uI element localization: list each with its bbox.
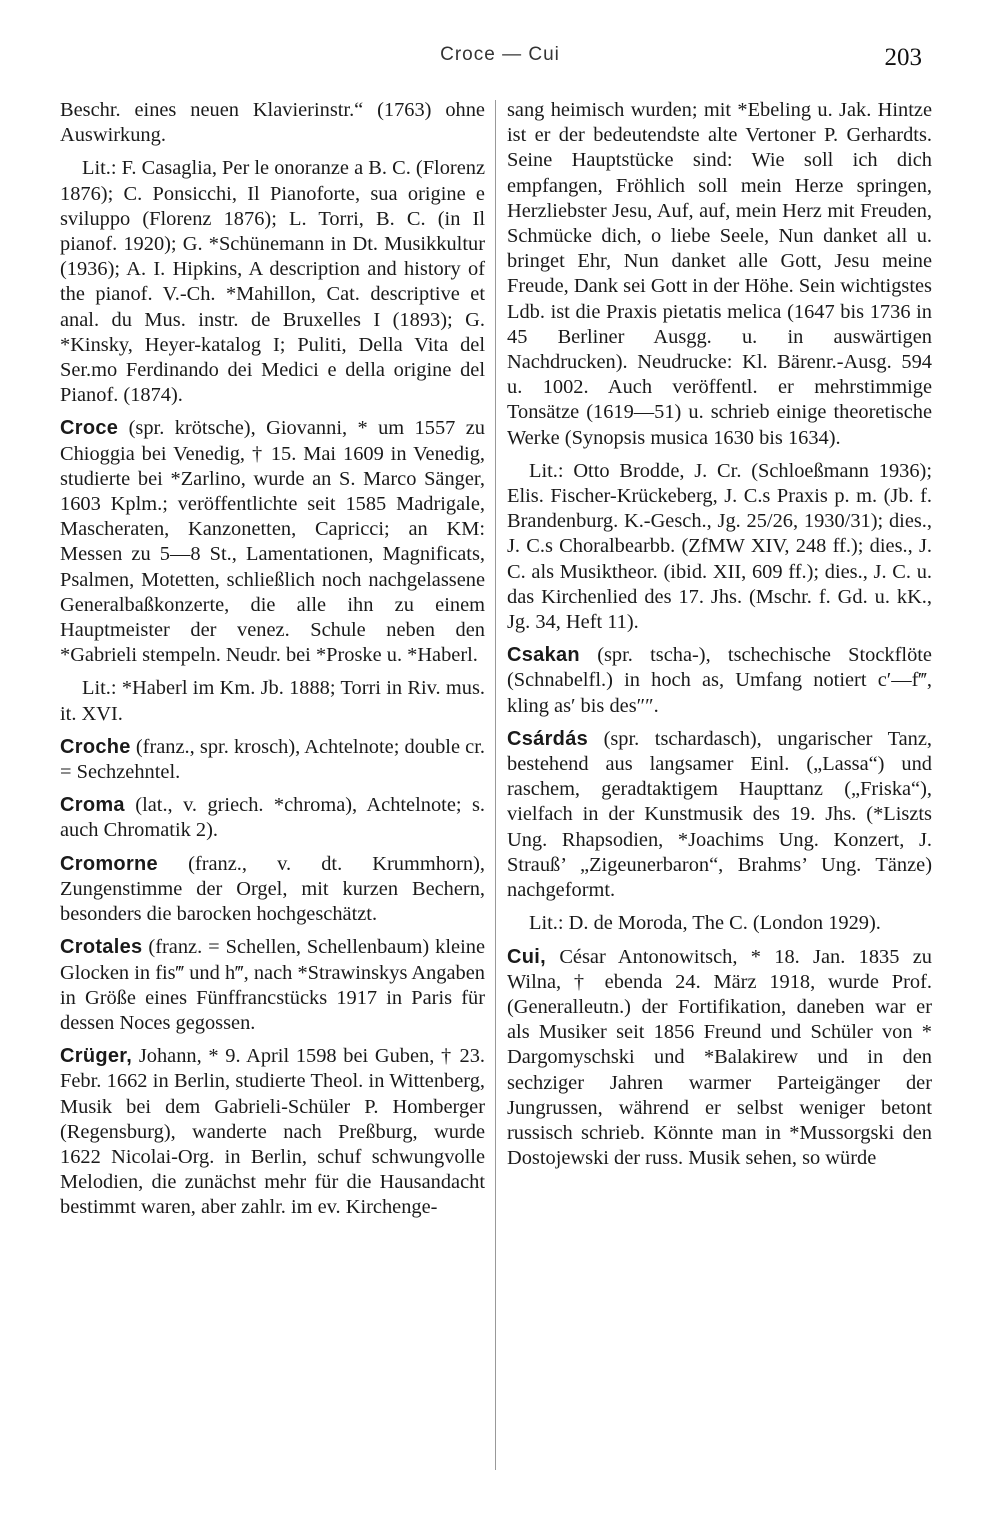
entry-headword: Crotales bbox=[60, 936, 143, 959]
literature-note: Lit.: F. Casaglia, Per le onoranze a B. C. (Florenz 1876); C. Ponsicchi, Il Pianoforte, sua origine e sviluppo (Florenz 1876); L. Torri, B. C. (in Il pianof. 1920); G. *Schünemann in Dt. Musikkultur (1936); A. I. Hipkins, A description and history of the pianof. V.-Ch. *Mahillon, Cat. descriptive et anal. du Mus. instr. de Bruxelles I (1893); G. *Kinsky, Heyer-katalog I; Puliti, Della Vita del Ser.mo Ferdinando dei Medici e della origine del Pianof. (1874). bbox=[60, 157, 485, 407]
entry-headword: Croma bbox=[60, 794, 125, 817]
entry-csardas bbox=[507, 727, 932, 903]
entry-headword: Cromorne bbox=[60, 852, 158, 875]
entry-croche bbox=[60, 735, 485, 785]
entry-body: (franz., spr. krosch), Achtelnote; double cr. = Sechzehntel. bbox=[60, 735, 485, 784]
left-column bbox=[60, 98, 485, 1229]
entry-crotales bbox=[60, 935, 485, 1036]
continued-text: sang heimisch wurden; mit *Ebeling u. Jak. Hintze ist er der bedeutendste alte Vertoner P. Gerhardts. Seine Hauptstücke sind: Wie soll ich dich empfangen, Fröhlich soll mein Herze springen, Herzliebster Jesu, Auf, auf, mein Herz mit Freuden, Schmücke dich, o liebe Seele, Nun danket all u. bringet Ehr, Nun danket alle Gott, Jesu meine Freude, Dank sei Gott in der Höhe. Sein wichtigstes Ldb. ist die Praxis pietatis melica (1647 bis 1736 in 45 Berliner Ausgg. u. in auswärtigen Nachdrucken). Neudrucke: Kl. Bärenr.-Ausg. 594 u. 1002. Auch veröffentl. er mehrstimmige Tonsätze (1619—51) u. schrieb einige theoretische Werke (Synopsis musica 1630 bis 1634). bbox=[507, 99, 932, 449]
continued-text: Beschr. eines neuen Klavierinstr.“ (1763) ohne Auswirkung. bbox=[60, 99, 485, 147]
running-head: Croce — Cui bbox=[440, 44, 560, 65]
entry-crueger bbox=[60, 1044, 485, 1220]
page-number: 203 bbox=[884, 44, 922, 71]
literature-note: Lit.: *Haberl im Km. Jb. 1888; Torri in Riv. mus. it. XVI. bbox=[60, 677, 485, 725]
literature-note: Lit.: Otto Brodde, J. Cr. (Schloeßmann 1936); Elis. Fischer-Krückeberg, J. C.s Praxis p. m. (Jb. f. Brandenburg. K.-Gesch., Jg. 25/26, 1930/31); dies., J. C.s Choralbearbb. (ZfMW XIV, 248 ff.); dies., J. C. als Musiktheor. (ibid. XII, 609 ff.); dies., J. C. u. das Kirchenlied des 17. Jhs. (Mschr. f. Gd. u. kK., Jg. 34, Heft 11). bbox=[507, 459, 932, 634]
column-divider bbox=[495, 100, 496, 1470]
entry-croce bbox=[60, 416, 485, 668]
entry-body: (spr. tschardasch), ungarischer Tanz, bestehend aus langsamer Einl. („Lassa“) und raschem, geradtaktigem Haupttanz („Friska“), vielfach in der Kunstmusik des 19. Jhs. (*Liszts Ung. Rhapsodien, *Joachims Ung. Konzert, J. Strauß’ „Zigeunerbaron“, Brahms’ Ung. Tänze) nachgeformt. bbox=[507, 727, 932, 902]
entry-body: Johann, * 9. April 1598 bei Guben, † 23. Febr. 1662 in Berlin, studierte Theol. in Wittenberg, Musik bei dem Gabrieli-Schüler P. Homberger (Regensburg), wanderte nach Preßburg, wurde 1622 Nicolai-Org. in Berlin, schuf schwungvolle Melodien, die zunächst mehr für die Hausandacht bestimmt waren, aber zahlr. im ev. Kirchenge- bbox=[60, 1045, 485, 1219]
entry-headword: Croce bbox=[60, 417, 119, 440]
entry-headword: Cui, bbox=[507, 945, 546, 968]
entry-body: César Antonowitsch, * 18. Jan. 1835 zu Wilna, † ebenda 24. März 1918, wurde Prof. (Generalleutn.) der Fortifikation, daneben war er als Musiker seit 1856 Freund und Schüler von * Dargomyschski und *Balakirew und in den sechziger Jahren warmer Parteigänger der Jungrussen, während er selbst weniger betont russisch schrieb. Könnte man in *Mussorgski den Dostojewski der russ. Musik sehen, so würde bbox=[507, 945, 932, 1170]
entry-headword: Csakan bbox=[507, 644, 580, 667]
entry-csakan bbox=[507, 643, 932, 719]
entry-cui bbox=[507, 945, 932, 1172]
entry-body: (franz., v. dt. Krummhorn), Zungenstimme der Orgel, mit kurzen Bechern, besonders die barocken hochgeschätzt. bbox=[60, 852, 485, 926]
right-column bbox=[507, 98, 932, 1179]
entry-headword: Crüger, bbox=[60, 1045, 133, 1068]
entry-body: (spr. tscha-), tschechische Stockflöte (Schnabelfl.) in hoch as, Umfang notiert c′—f‴, kling as′ bis des″″. bbox=[507, 644, 932, 717]
entry-headword: Csárdás bbox=[507, 727, 589, 750]
entry-croma bbox=[60, 793, 485, 843]
entry-body: (franz. = Schellen, Schellenbaum) kleine Glocken in fis‴ und h‴, nach *Strawinskys Angaben in Größe eines Fünffrancstücks 1917 in Paris für dessen Noces gegossen. bbox=[60, 936, 485, 1034]
entry-cromorne bbox=[60, 852, 485, 928]
entry-body: (spr. krötsche), Giovanni, * um 1557 zu Chioggia bei Venedig, † 15. Mai 1609 in Venedig, studierte bei *Zarlino, wurde an S. Marco Sänger, 1603 Kplm.; veröffentlichte seit 1585 Madrigale, Mascheraten, Kanzonetten, Capricci; an KM: Messen zu 5—8 St., Lamentationen, Magnificats, Psalmen, Motetten, schließlich noch nachgelassene Generalbaßkonzerte, die alle ihn zu einem Hauptmeister der venez. Schule neben den *Gabrieli stempeln. Neudr. bei *Proske u. *Haberl. bbox=[60, 417, 485, 667]
literature-note: Lit.: D. de Moroda, The C. (London 1929). bbox=[529, 912, 881, 935]
entry-headword: Croche bbox=[60, 735, 131, 758]
entry-body: (lat., v. griech. *chroma), Achtelnote; s. auch Chromatik 2). bbox=[60, 794, 485, 842]
